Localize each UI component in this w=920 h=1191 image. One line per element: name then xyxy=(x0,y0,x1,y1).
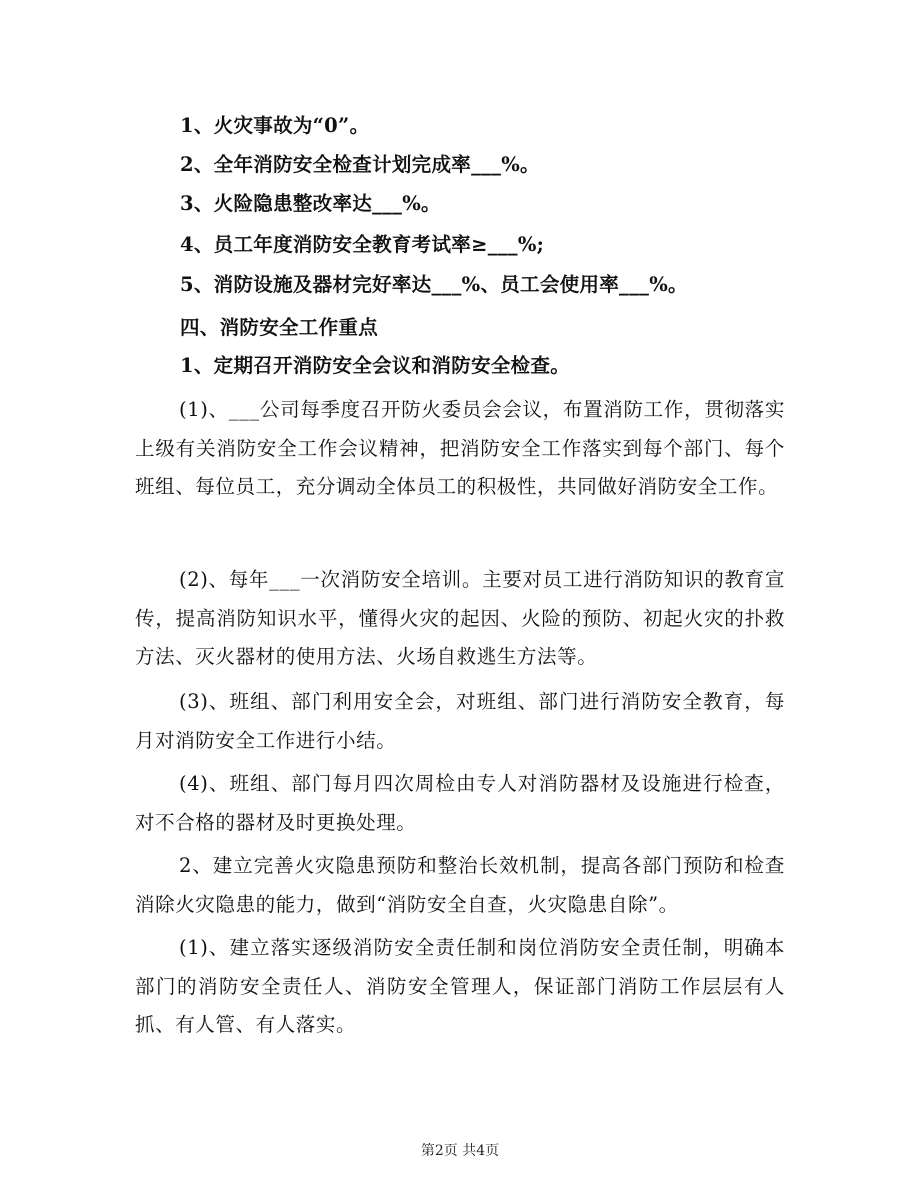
page-number: 第2页 共4页 xyxy=(420,1143,500,1159)
paragraph-6: (1)、建立落实逐级消防安全责任制和岗位消防安全责任制，明确本部门的消防安全责任人、消防安全管理人，保证部门消防工作层层有人抓、有人管、有人落实。 xyxy=(135,936,785,1036)
target-item-3: 3、火险隐患整改率达___%。 xyxy=(180,192,441,215)
target-item-1: 1、火灾事故为“0”。 xyxy=(180,114,370,137)
section-heading: 四、消防安全工作重点 xyxy=(180,316,379,339)
target-item-4: 4、员工年度消防安全教育考试率≥___%; xyxy=(180,233,545,256)
paragraph-1: (1)、___公司每季度召开防火委员会会议，布置消防工作，贯彻落实上级有关消防安全工作会议精神，把消防安全工作落实到每个部门、每个班组、每位员工，充分调动全体员工的积极性，共同做好消防安全工作。 xyxy=(135,398,785,498)
target-item-2: 2、全年消防安全检查计划完成率___%。 xyxy=(180,153,540,176)
subsection-heading-1: 1、定期召开消防安全会议和消防安全检查。 xyxy=(180,354,571,377)
paragraph-4: (4)、班组、部门每月四次周检由专人对消防器材及设施进行检查，对不合格的器材及时更换处理。 xyxy=(135,772,785,834)
target-item-5: 5、消防设施及器材完好率达___%、员工会使用率___%。 xyxy=(180,273,688,296)
paragraph-2: (2)、每年___一次消防安全培训。主要对员工进行消防知识的教育宣传，提高消防知识水平，懂得火灾的起因、火险的预防、初起火灾的扑救方法、灭火器材的使用方法、火场自救逃生方法等。 xyxy=(135,568,785,668)
paragraph-5: 2、建立完善火灾隐患预防和整治长效机制，提高各部门预防和检查消除火灾隐患的能力，做到“消防安全自查，火灾隐患自除”。 xyxy=(135,854,785,916)
paragraph-3: (3)、班组、部门利用安全会，对班组、部门进行消防安全教育，每月对消防安全工作进行小结。 xyxy=(135,690,785,752)
